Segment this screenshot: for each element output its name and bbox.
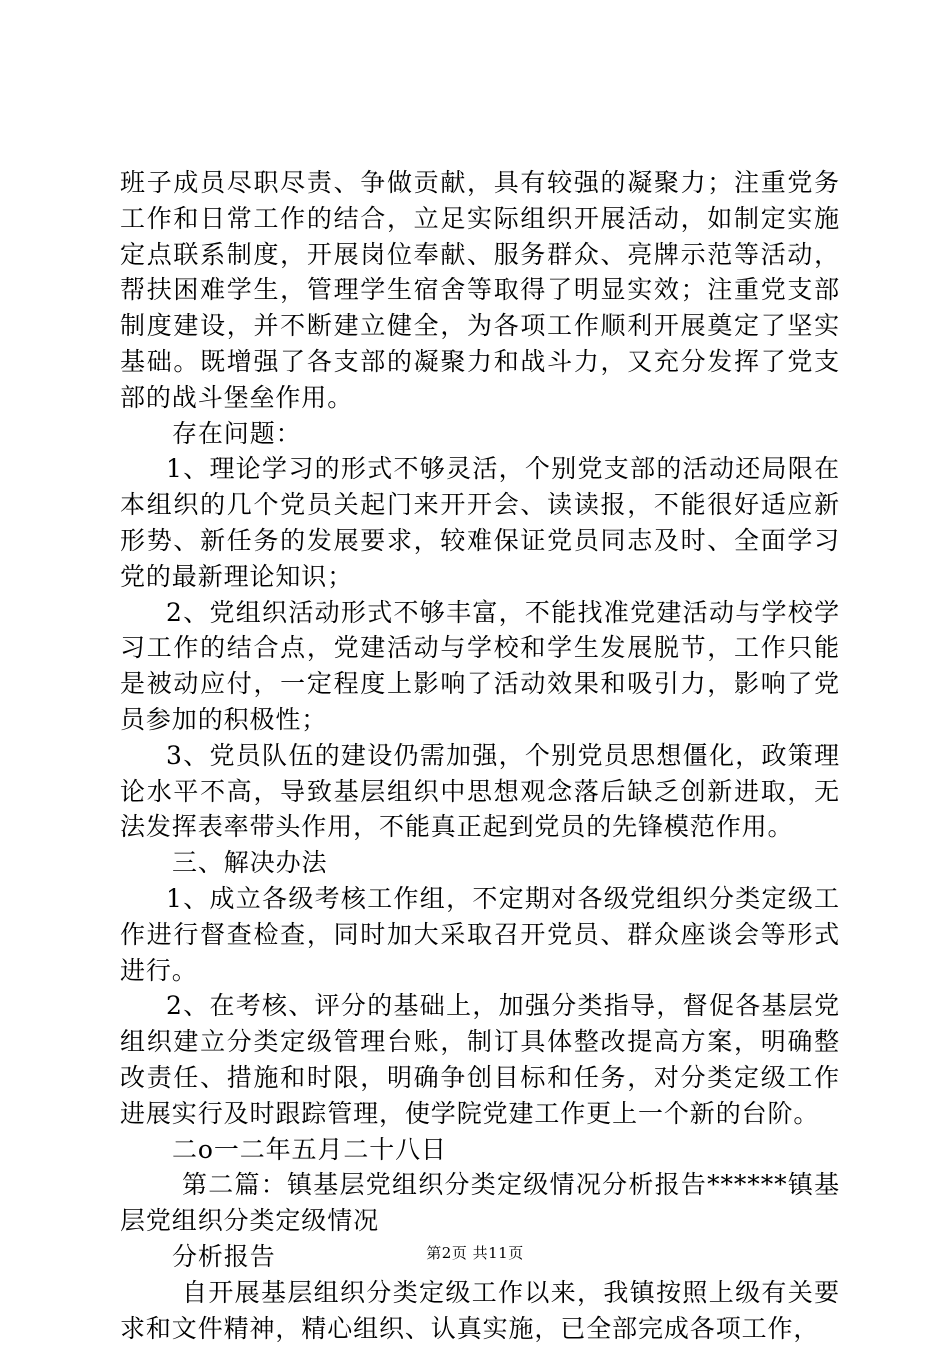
page-number-footer: 第2页 共11页 xyxy=(426,1244,524,1262)
paragraph-problem-1: 1、理论学习的形式不够灵活，个别党支部的活动还局限在本组织的几个党员关起门来开开会、读读报，不能很好适应新形势、新任务的发展要求，较难保证党员同志及时、全面学习党的最新理论知识； xyxy=(120,454,840,591)
paragraph-intro: 自开展基层组织分类定级工作以来，我镇按照上级有关要求和文件精神，精心组织、认真实施，已全部完成各项工作， xyxy=(120,1277,840,1343)
document-body xyxy=(120,165,840,1346)
paragraph-problem-3: 3、党员队伍的建设仍需加强，个别党员思想僵化，政策理论水平不高，导致基层组织中思想观念落后缺乏创新进取，无法发挥表率带头作用，不能真正起到党员的先锋模范作用。 xyxy=(120,740,840,842)
heading-solutions: 三、解决办法 xyxy=(172,848,328,878)
paragraph-solution-1: 1、成立各级考核工作组，不定期对各级党组织分类定级工作进行督查检查，同时加大采取召开党员、群众座谈会等形式进行。 xyxy=(120,883,840,985)
heading-problems: 存在问题： xyxy=(172,418,302,448)
paragraph-summary: 班子成员尽职尽责、争做贡献，具有较强的凝聚力；注重党务工作和日常工作的结合，立足实际组织开展活动，如制定实施定点联系制度，开展岗位奉献、服务群众、亮牌示范等活动，帮扶困难学生，管理学生宿舍等取得了明显实效；注重党支部制度建设，并不断建立健全，为各项工作顺利开展奠定了坚实基础。既增强了各支部的凝聚力和战斗力，又充分发挥了党支部的战斗堡垒作用。 xyxy=(120,168,840,412)
chapter-subtitle: 分析报告 xyxy=(172,1241,276,1271)
date-line: 二o一二年五月二十八日 xyxy=(172,1134,447,1164)
paragraph-solution-2: 2、在考核、评分的基础上，加强分类指导，督促各基层党组织建立分类定级管理台账，制订具体整改提高方案，明确整改责任、措施和时限，明确争创目标和任务，对分类定级工作进展实行及时跟踪管理，使学院党建工作更上一个新的台阶。 xyxy=(120,991,840,1128)
chapter-title: 第二篇：镇基层党组织分类定级情况分析报告******镇基层党组织分类定级情况 xyxy=(120,1170,840,1236)
paragraph-problem-2: 2、党组织活动形式不够丰富，不能找准党建活动与学校学习工作的结合点，党建活动与学校和学生发展脱节，工作只能是被动应付，一定程度上影响了活动效果和吸引力，影响了党员参加的积极性； xyxy=(120,597,840,734)
